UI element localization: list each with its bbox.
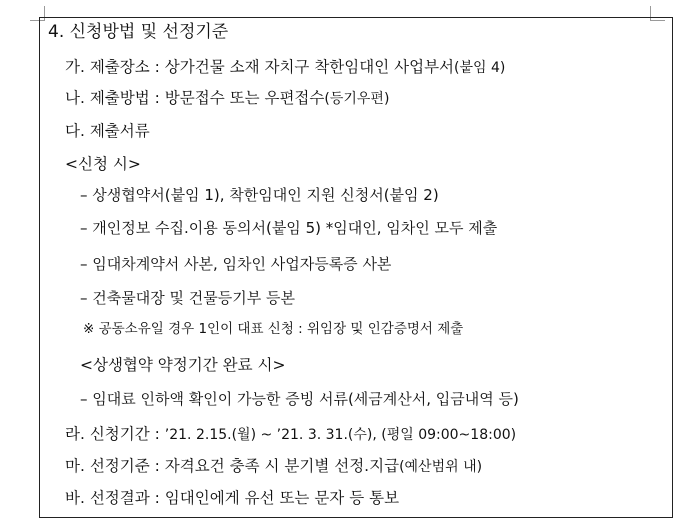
- apply-list-item: – 상생협약서(붙임 1), 착한임대인 지원 신청서(붙임 2): [80, 186, 439, 204]
- complete-subheading: <상생협약 약정기간 완료 시>: [80, 356, 286, 374]
- item-ma-label: 마. 선정기준 :: [65, 457, 165, 475]
- item-ra-label: 라. 신청기간 :: [65, 425, 165, 443]
- apply-subheading: <신청 시>: [65, 155, 141, 173]
- item-na-paren: (등기우편): [324, 91, 390, 107]
- item-na: [65, 91, 389, 107]
- item-ma: [65, 459, 482, 475]
- complete-list-item: – 임대료 인하액 확인이 가능한 증빙 서류(세금계산서, 입금내역 등): [80, 390, 519, 408]
- apply-list-item: – 개인정보 수집.이용 동의서(붙임 5) *임대인, 임차인 모두 제출: [80, 219, 498, 237]
- apply-list-item: – 건축물대장 및 건물등기부 등본: [80, 289, 295, 307]
- item-ga: [65, 60, 505, 76]
- apply-list-item: – 임대차계약서 사본, 임차인 사업자등록증 사본: [80, 255, 392, 273]
- apply-note: ※ 공동소유일 경우 1인이 대표 신청 : 위임장 및 인감증명서 제출: [83, 321, 464, 337]
- item-ga-text: 상가건물 소재 자치구 착한임대인 사업부서: [164, 58, 455, 76]
- item-ba-label: 바. 선정결과 :: [65, 489, 165, 507]
- document-box: [39, 17, 673, 518]
- item-ra-text: ’21. 2.15.(월) ~ ’21. 3. 31.(수), (평일 09:00~18:00): [164, 427, 517, 443]
- item-da: 다. 제출서류: [65, 122, 150, 140]
- item-ra: [65, 427, 516, 443]
- section-heading: 4. 신청방법 및 선정기준: [48, 22, 229, 42]
- item-na-text: 방문접수 또는 우편접수: [164, 89, 325, 107]
- item-ma-paren: (예산범위 내): [399, 459, 483, 475]
- item-ma-text: 자격요건 충족 시 분기별 선정.지급: [164, 457, 400, 475]
- item-ga-label: 가. 제출장소 :: [65, 58, 165, 76]
- item-na-label: 나. 제출방법 :: [65, 89, 165, 107]
- item-ga-paren: (붙임 4): [454, 60, 506, 76]
- item-ba-text: 임대인에게 유선 또는 문자 등 통보: [164, 489, 400, 507]
- item-ba: [65, 491, 399, 507]
